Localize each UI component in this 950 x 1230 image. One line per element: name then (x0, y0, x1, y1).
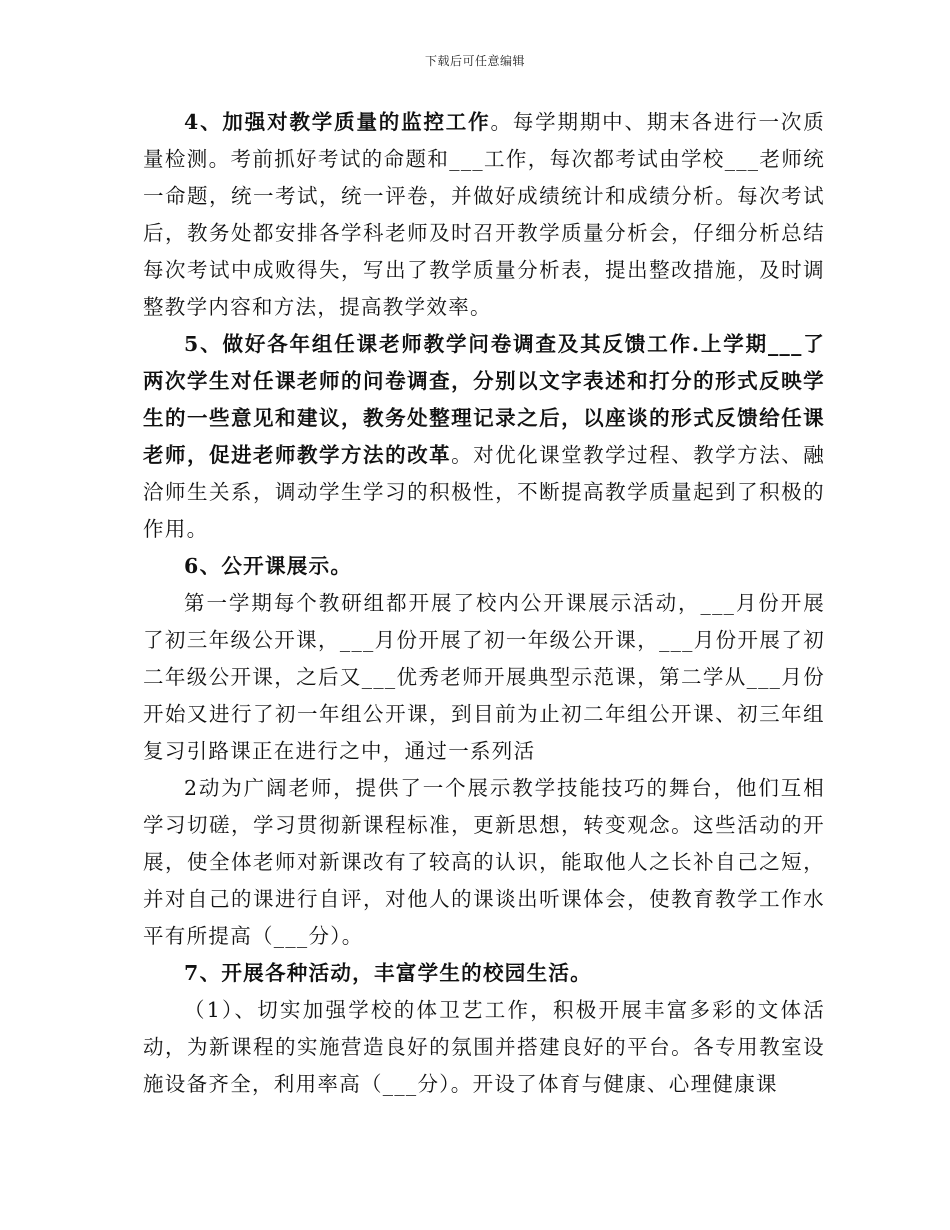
paragraph-activities-heading (143, 955, 825, 992)
paragraph-text: 。每学期期中、期末各进行一次质量检测。考前抓好考试的命题和___工作，每次都考试由学校___老师统一命题，统一考试，统一评卷，并做好成绩统计和成绩分析。每次考试后，教务处都安排各学科老师及时召开教学质量分析会，仔细分析总结每次考试中成败得失，写出了教学质量分析表，提出整改措施，及时调整教学内容和方法，提高教学效率。 (143, 110, 825, 319)
paragraph-open-class-first-term (143, 585, 825, 770)
paragraph-sports-arts (143, 992, 825, 1103)
paragraph-heading: 5、做好各年组任课老师教学问卷调查及其反馈工作.上学期___了两次学生对任课老师的问卷调查，分别以文字表述和打分的形式反映学生的一些意见和建议，教务处整理记录之后，以座谈的形式反馈给任课老师，促进老师教学方法的改革 (143, 332, 825, 467)
paragraph-open-class-effects (143, 770, 825, 955)
page-header: 下载后可任意编辑 (424, 54, 525, 68)
paragraph-heading: 6、公开课展示。 (184, 554, 353, 578)
paragraph-heading: 7、开展各种活动，丰富学生的校园生活。 (184, 961, 592, 985)
paragraph-questionnaire (143, 326, 825, 548)
paragraph-open-class-heading (143, 548, 825, 585)
paragraph-quality-monitoring (143, 104, 825, 326)
paragraph-heading: 4、加强对教学质量的监控工作 (184, 110, 491, 134)
paragraph-text: 。对优化课堂教学过程、教学方法、融洽师生关系，调动学生学习的积极性，不断提高教学质量起到了积极的作用。 (143, 443, 825, 541)
document-body (143, 104, 825, 1103)
paragraph-text: （1）、切实加强学校的体卫艺工作，积极开展丰富多彩的文体活动，为新课程的实施营造良好的氛围并搭建良好的平台。各专用教室设施设备齐全，利用率高（___分）。开设了体育与健康、心理健康课 (143, 998, 825, 1096)
paragraph-text: 2动为广阔老师，提供了一个展示教学技能技巧的舞台，他们互相学习切磋，学习贯彻新课程标准，更新思想，转变观念。这些活动的开展，使全体老师对新课改有了较高的认识，能取他人之长补自己之短，并对自己的课进行自评，对他人的课谈出听课体会，使教育教学工作水平有所提高（___分）。 (143, 776, 825, 948)
paragraph-text: 第一学期每个教研组都开展了校内公开课展示活动，___月份开展了初三年级公开课，___月份开展了初一年级公开课，___月份开展了初二年级公开课，之后又___优秀老师开展典型示范课，第二学从___月份开始又进行了初一年组公开课，到目前为止初二年组公开课、初三年组复习引路课正在进行之中，通过一系列活 (143, 591, 825, 763)
